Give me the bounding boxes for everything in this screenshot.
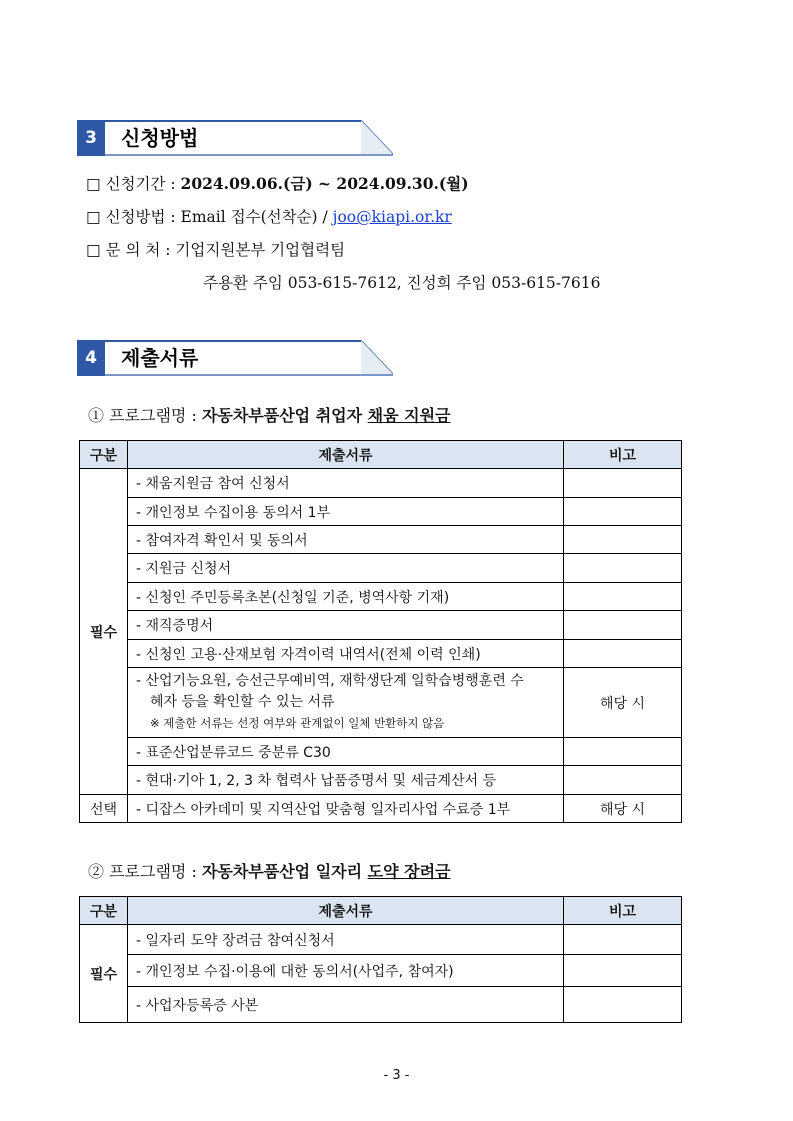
document-note: [564, 498, 682, 526]
document-item: - 디잡스 아카데미 및 지역산업 맞춤형 일자리사업 수료증 1부: [128, 795, 564, 823]
document-note: 해당 시: [564, 795, 682, 823]
program-name: 자동차부품산업 일자리: [201, 862, 368, 881]
program-2-title: [88, 859, 451, 882]
document-note: 해당 시: [564, 668, 682, 738]
page-number: - 3 -: [383, 1068, 410, 1083]
contact-line: □ 문 의 처 : 기업지원본부 기업협력팀: [86, 241, 346, 259]
program-1-title: [88, 403, 451, 426]
table-row: [80, 583, 682, 611]
section-title: 신청방법: [121, 126, 199, 150]
table-row: [80, 925, 682, 955]
header-category: 구분: [80, 441, 128, 469]
document-note: [564, 611, 682, 640]
header-note: 비고: [564, 897, 682, 925]
document-item: - 개인정보 수집이용 동의서 1부: [128, 498, 564, 526]
document-item: - 재직증명서: [128, 611, 564, 640]
program-name-underlined: 채움 지원금: [367, 406, 451, 425]
table-row: [80, 955, 682, 987]
program-prefix: ① 프로그램명 :: [88, 406, 202, 425]
table-row: [80, 738, 682, 766]
apply-period-value: 2024.09.06.(금) ~ 2024.09.30.(월): [180, 174, 469, 193]
special-item-line: - 산업기능요원, 승선근무예비역, 재학생단계 일학습병행훈련 수: [136, 673, 524, 689]
document-note: [564, 526, 682, 554]
header-note: 비고: [564, 441, 682, 469]
special-item-footnote: ※ 제출한 서류는 선정 여부와 관계없이 일체 반환하지 않음: [150, 716, 445, 730]
document-note: [564, 583, 682, 611]
document-item: - 현대·기아 1, 2, 3 차 협력사 납품증명서 및 세금계산서 등: [128, 766, 564, 795]
category-required: 필수: [80, 469, 128, 795]
table-row: [80, 554, 682, 583]
document-note: [564, 469, 682, 498]
program-name-underlined: 도약 장려금: [367, 862, 451, 881]
document-item: - 채움지원금 참여 신청서: [128, 469, 564, 498]
table-row: [80, 987, 682, 1023]
section-number: 3: [85, 128, 97, 148]
section-3-heading: [77, 120, 393, 158]
document-note: [564, 738, 682, 766]
apply-period-line: [86, 172, 469, 194]
contact-people-line: 주용환 주임 053-615-7612, 진성희 주임 053-615-7616: [203, 274, 601, 292]
document-item: - 표준산업분류코드 중분류 C30: [128, 738, 564, 766]
document-note: [564, 766, 682, 795]
header-category: 구분: [80, 897, 128, 925]
document-item: - 신청인 주민등록초본(신청일 기준, 병역사항 기재): [128, 583, 564, 611]
document-note: [564, 554, 682, 583]
special-item-line: 혜자 등을 확인할 수 있는 서류: [150, 694, 335, 710]
program-2-documents-table: [79, 896, 682, 1023]
apply-period-label: □ 신청기간 :: [86, 175, 181, 193]
table-row: [80, 526, 682, 554]
document-item: - 신청인 고용·산재보험 자격이력 내역서(전체 이력 인쇄): [128, 640, 564, 668]
table-row: [80, 766, 682, 795]
apply-method-label: □ 신청방법 : Email 접수(선착순) /: [86, 208, 333, 226]
document-item: - 지원금 신청서: [128, 554, 564, 583]
document-note: [564, 987, 682, 1023]
program-prefix: ② 프로그램명 :: [88, 862, 202, 881]
document-note: [564, 925, 682, 955]
contact-email-link[interactable]: joo@kiapi.or.kr: [332, 208, 452, 226]
document-note: [564, 640, 682, 668]
table-row: [80, 469, 682, 498]
document-item: - 일자리 도약 장려금 참여신청서: [128, 925, 564, 955]
table-row: [80, 611, 682, 640]
section-number: 4: [85, 348, 97, 368]
table-row: [80, 640, 682, 668]
document-item: - 개인정보 수집·이용에 대한 동의서(사업주, 참여자): [128, 955, 564, 987]
table-row: [80, 498, 682, 526]
header-documents: 제출서류: [128, 441, 564, 469]
category-required: 필수: [80, 925, 128, 1023]
document-item: - 참여자격 확인서 및 동의서: [128, 526, 564, 554]
category-optional: 선택: [80, 795, 128, 823]
header-documents: 제출서류: [128, 897, 564, 925]
section-title: 제출서류: [121, 346, 199, 370]
program-1-documents-table: [79, 440, 682, 823]
table-row: [80, 795, 682, 823]
document-note: [564, 955, 682, 987]
document-item-special: [128, 668, 564, 738]
section-4-heading: [77, 340, 393, 378]
document-item: - 사업자등록증 사본: [128, 987, 564, 1023]
apply-method-line: [86, 205, 452, 227]
program-name: 자동차부품산업 취업자: [201, 406, 368, 425]
table-row: [80, 668, 682, 738]
